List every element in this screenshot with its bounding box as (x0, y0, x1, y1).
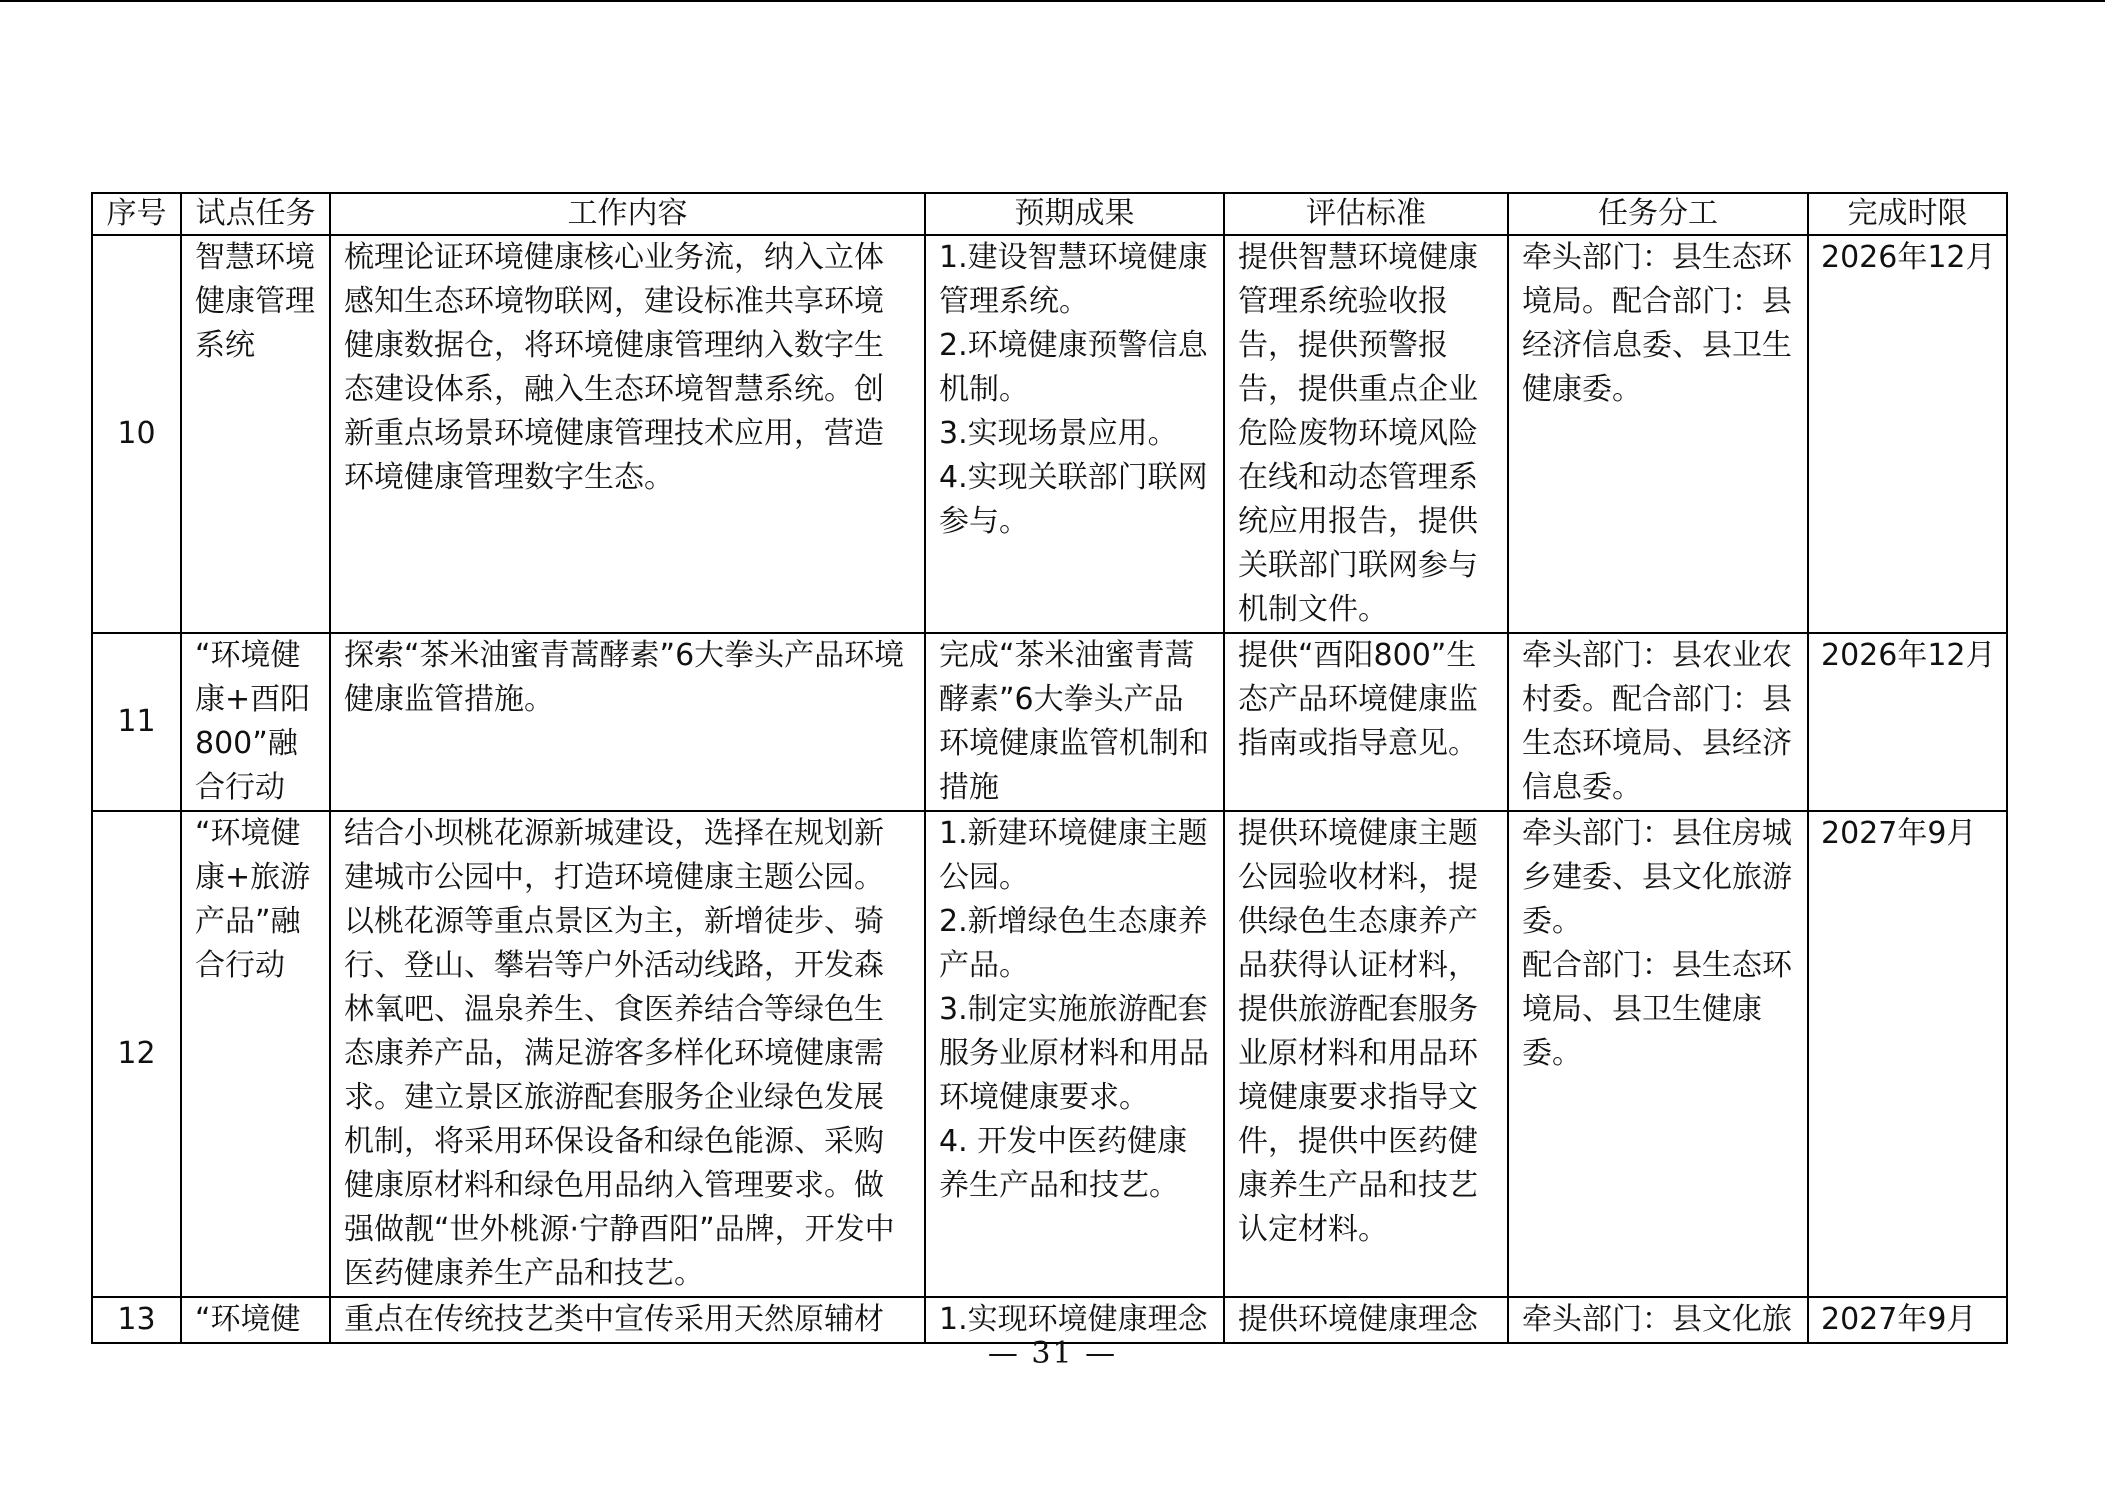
row-seq: 13 (92, 1297, 181, 1343)
outcome-item: 1.新建环境健康主题公园。 (939, 816, 1208, 895)
header-content: 工作内容 (330, 193, 925, 235)
header-deadline: 完成时限 (1808, 193, 2007, 235)
row-task: “环境健康+酉阳800”融合行动 (181, 633, 330, 811)
row-content: 探索“茶米油蜜青蒿酵素”6大拳头产品环境健康监管措施。 (330, 633, 925, 811)
table-header-row (92, 193, 2007, 235)
row-division: 牵头部门：县生态环境局。配合部门：县经济信息委、县卫生健康委。 (1508, 235, 1808, 633)
outcome-item: 3.实现场景应用。 (939, 416, 1178, 451)
row-deadline: 2027年9月 (1808, 1297, 2007, 1343)
row-seq: 11 (92, 633, 181, 811)
header-criteria: 评估标准 (1224, 193, 1508, 235)
header-outcomes: 预期成果 (925, 193, 1224, 235)
division-line: 牵头部门：县住房城乡建委、县文化旅游委。 (1522, 816, 1792, 939)
row-criteria: 提供智慧环境健康管理系统验收报告，提供预警报告，提供重点企业危险废物环境风险在线和动态管理系统应用报告，提供关联部门联网参与机制文件。 (1224, 235, 1508, 633)
outcome-item: 2.环境健康预警信息机制。 (939, 328, 1208, 407)
row-criteria: 提供“酉阳800”生态产品环境健康监指南或指导意见。 (1224, 633, 1508, 811)
header-task: 试点任务 (181, 193, 330, 235)
table-row (92, 811, 2007, 1297)
row-outcomes (925, 235, 1224, 633)
row-task: “环境健 (181, 1297, 330, 1343)
division-line: 配合部门：县生态环境局、县卫生健康委。 (1522, 948, 1792, 1071)
outcome-item: 完成“茶米油蜜青蒿酵素”6大拳头产品环境健康监管机制和措施 (939, 638, 1209, 805)
row-deadline: 2026年12月 (1808, 235, 2007, 633)
top-rule (0, 0, 2105, 2)
row-content: 梳理论证环境健康核心业务流，纳入立体感知生态环境物联网，建设标准共享环境健康数据仓，将环境健康管理纳入数字生态建设体系，融入生态环境智慧系统。创新重点场景环境健康管理技术应用，营造环境健康管理数字生态。 (330, 235, 925, 633)
row-content: 结合小坝桃花源新城建设，选择在规划新建城市公园中，打造环境健康主题公园。以桃花源等重点景区为主，新增徒步、骑行、登山、攀岩等户外活动线路，开发森林氧吧、温泉养生、食医养结合等绿色生态康养产品，满足游客多样化环境健康需求。建立景区旅游配套服务企业绿色发展机制，将采用环保设备和绿色能源、采购健康原材料和绿色用品纳入管理要求。做强做靓“世外桃源·宁静酉阳”品牌，开发中医药健康养生产品和技艺。 (330, 811, 925, 1297)
outcome-item: 2.新增绿色生态康养产品。 (939, 904, 1208, 983)
row-outcomes (925, 811, 1224, 1297)
row-deadline: 2026年12月 (1808, 633, 2007, 811)
page-number: — 31 — (987, 1336, 1118, 1371)
row-deadline: 2027年9月 (1808, 811, 2007, 1297)
row-criteria: 提供环境健康主题公园验收材料，提供绿色生态康养产品获得认证材料，提供旅游配套服务业原材料和用品环境健康要求指导文件，提供中医药健康养生产品和技艺认定材料。 (1224, 811, 1508, 1297)
row-division: 牵头部门：县农业农村委。配合部门：县生态环境局、县经济信息委。 (1508, 633, 1808, 811)
row-task: “环境健康+旅游产品”融合行动 (181, 811, 330, 1297)
table-row (92, 633, 2007, 811)
row-task: 智慧环境健康管理系统 (181, 235, 330, 633)
header-division: 任务分工 (1508, 193, 1808, 235)
row-division (1508, 811, 1808, 1297)
header-seq: 序号 (92, 193, 181, 235)
task-table (91, 192, 2008, 1344)
row-division: 牵头部门：县文化旅 (1508, 1297, 1808, 1343)
outcome-item: 1.实现环境健康理念 (939, 1302, 1208, 1337)
outcome-item: 3.制定实施旅游配套服务业原材料和用品环境健康要求。 (939, 992, 1209, 1115)
outcome-item: 4.实现关联部门联网参与。 (939, 460, 1208, 539)
outcome-item: 4. 开发中医药健康养生产品和技艺。 (939, 1124, 1188, 1203)
table-row (92, 235, 2007, 633)
row-seq: 12 (92, 811, 181, 1297)
row-criteria: 提供环境健康理念 (1224, 1297, 1508, 1343)
row-content: 重点在传统技艺类中宣传采用天然原辅材 (330, 1297, 925, 1343)
row-seq: 10 (92, 235, 181, 633)
row-outcomes (925, 633, 1224, 811)
outcome-item: 1.建设智慧环境健康管理系统。 (939, 240, 1208, 319)
